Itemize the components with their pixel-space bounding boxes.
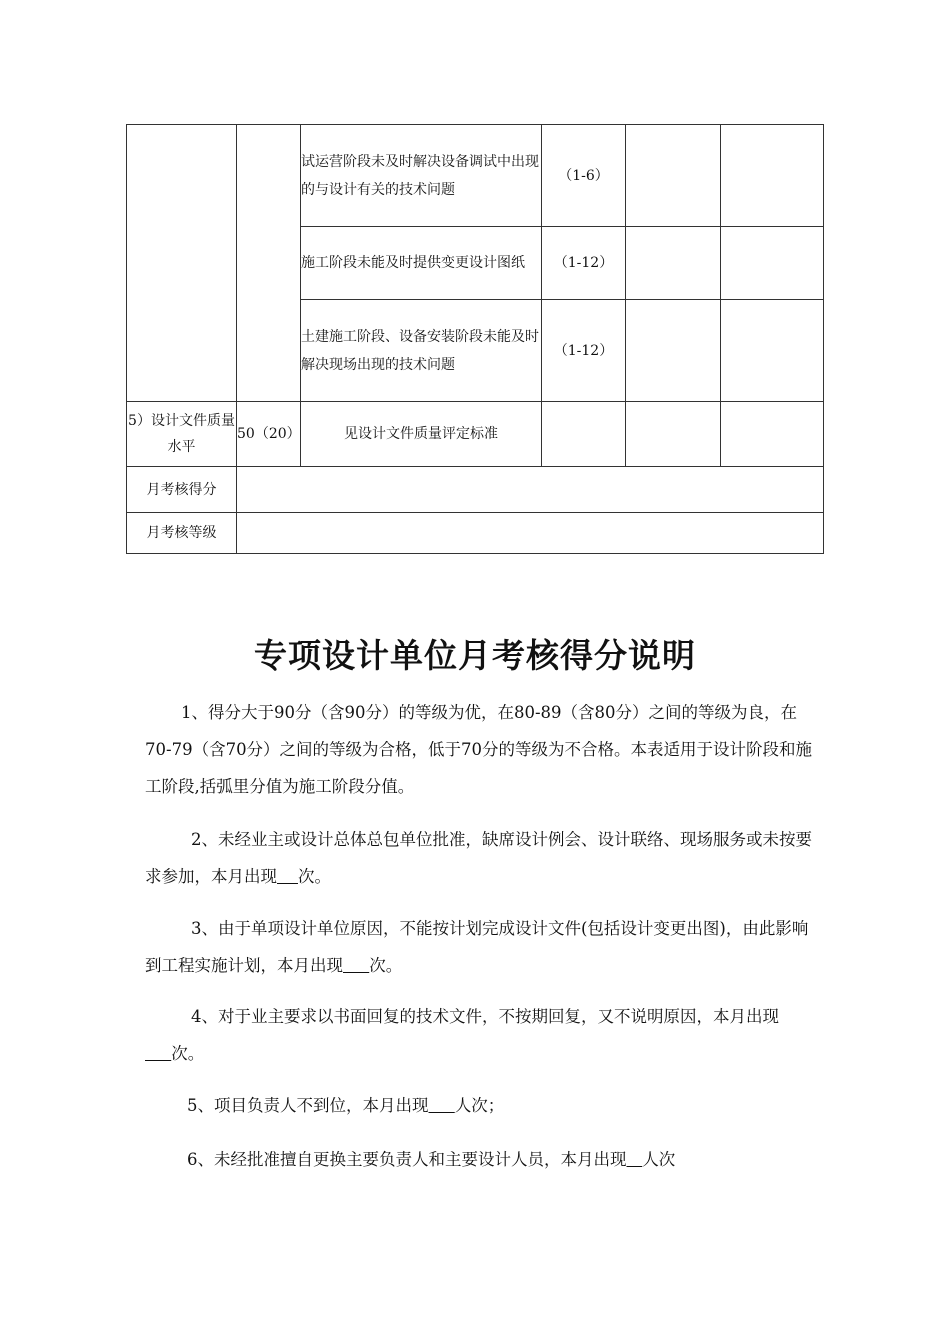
monthly-grade-value bbox=[237, 513, 824, 554]
explanation-paragraph-6 bbox=[145, 1141, 813, 1178]
explanation-paragraph-4 bbox=[145, 998, 813, 1072]
blank-cell bbox=[542, 402, 626, 467]
blank-cell bbox=[626, 300, 721, 402]
paragraph-text: 人次； bbox=[454, 1096, 505, 1115]
monthly-score-label: 月考核得分 bbox=[127, 467, 237, 513]
paragraph-text: 2、未经业主或设计总体总包单位批准，缺席设计例会、设计联络、现场服务或未按要求参加，本月出现 bbox=[145, 830, 812, 886]
paragraph-text: 6、未经批准擅自更换主要负责人和主要设计人员，本月出现 bbox=[187, 1150, 627, 1169]
explanation-paragraph-1: 1、得分大于90分（含90分）的等级为优，在80-89（含80分）之间的等级为良，在70-79（含70分）之间的等级为合格，低于70分的等级为不合格。本表适用于设计阶段和施工阶段,括弧里分值为施工阶段分值。 bbox=[145, 703, 813, 796]
fill-blank[interactable] bbox=[145, 1044, 171, 1063]
explanation-paragraph-5 bbox=[145, 1087, 813, 1124]
explanation-paragraph-3 bbox=[145, 910, 813, 984]
criterion-text: 土建施工阶段、设备安装阶段未能及时解决现场出现的技术问题 bbox=[301, 300, 542, 402]
criterion-text: 施工阶段未能及时提供变更设计图纸 bbox=[301, 227, 542, 300]
category-cell-empty bbox=[127, 125, 237, 402]
blank-cell bbox=[721, 402, 824, 467]
blank-cell bbox=[626, 402, 721, 467]
blank-cell bbox=[626, 227, 721, 300]
table-row bbox=[127, 125, 824, 227]
paragraph-text: 次。 bbox=[171, 1044, 205, 1063]
fill-blank[interactable] bbox=[277, 867, 298, 886]
blank-cell bbox=[721, 125, 824, 227]
blank-cell bbox=[721, 227, 824, 300]
category-label: 5）设计文件质量水平 bbox=[127, 402, 237, 467]
monthly-grade-label: 月考核等级 bbox=[127, 513, 237, 554]
monthly-score-value bbox=[237, 467, 824, 513]
score-cell-empty bbox=[237, 125, 301, 402]
criterion-text: 试运营阶段未及时解决设备调试中出现的与设计有关的技术问题 bbox=[301, 125, 542, 227]
table-row bbox=[127, 467, 824, 513]
score-value: 50（20） bbox=[237, 402, 301, 467]
page-title: 专项设计单位月考核得分说明 bbox=[254, 636, 696, 675]
table-row bbox=[127, 402, 824, 467]
paragraph-text: 4、对于业主要求以书面回复的技术文件，不按期回复，又不说明原因，本月出现 bbox=[191, 1007, 779, 1026]
blank-cell bbox=[721, 300, 824, 402]
paragraph-text: 人次 bbox=[642, 1150, 676, 1169]
deduction-range: （1-12） bbox=[542, 300, 626, 402]
assessment-table bbox=[126, 124, 824, 554]
fill-blank[interactable] bbox=[627, 1150, 643, 1169]
blank-cell bbox=[626, 125, 721, 227]
deduction-range: （1-6） bbox=[542, 125, 626, 227]
explanation-paragraph-2 bbox=[145, 821, 813, 895]
criterion-text: 见设计文件质量评定标准 bbox=[301, 402, 542, 467]
paragraph-text: 次。 bbox=[297, 867, 331, 886]
paragraph-text: 次。 bbox=[369, 956, 403, 975]
paragraph-text: 3、由于单项设计单位原因，不能按计划完成设计文件(包括设计变更出图)，由此影响到工程实施计划，本月出现 bbox=[145, 919, 809, 975]
fill-blank[interactable] bbox=[343, 956, 369, 975]
deduction-range: （1-12） bbox=[542, 227, 626, 300]
paragraph-text: 5、项目负责人不到位，本月出现 bbox=[187, 1096, 429, 1115]
table-row bbox=[127, 513, 824, 554]
fill-blank[interactable] bbox=[429, 1096, 455, 1115]
